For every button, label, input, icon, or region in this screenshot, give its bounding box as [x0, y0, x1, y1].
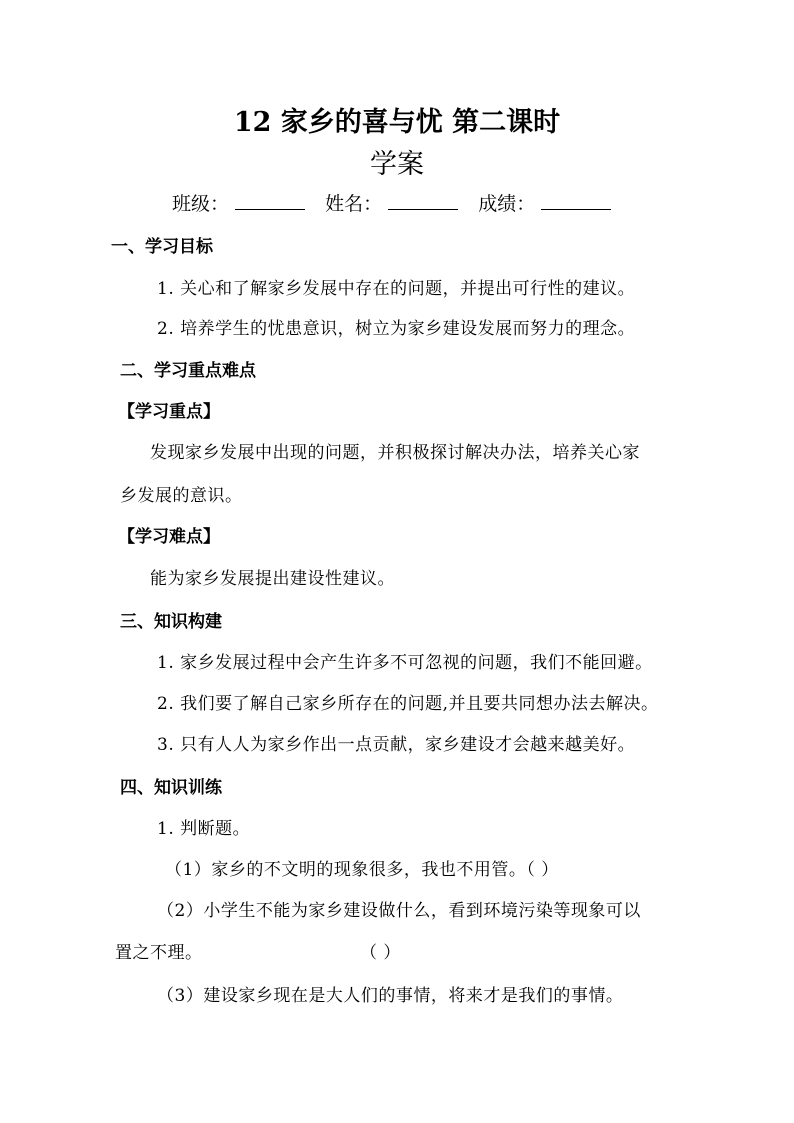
difficulty-text: 能为家乡发展提出建设性建议。 — [150, 569, 395, 589]
class-label: 班级： — [172, 193, 230, 215]
score-blank — [541, 193, 611, 210]
class-blank — [235, 193, 305, 210]
focus-text-line-2: 乡发展的意识。 — [120, 486, 243, 506]
name-blank — [388, 193, 458, 210]
name-label: 姓名： — [325, 193, 383, 215]
section-3-item-1: 1. 家乡发展过程中会产生许多不可忽视的问题，我们不能回避。 — [157, 653, 653, 673]
question-2-line-1: （2）小学生不能为家乡建设做什么，看到环境污染等现象可以 — [157, 901, 641, 921]
section-1-item-2: 2. 培养学生的忧患意识，树立为家乡建设发展而努力的理念。 — [157, 319, 636, 339]
section-4-item-1: 1. 判断题。 — [157, 819, 251, 839]
section-1-heading: 一、学习目标 — [111, 237, 213, 257]
document-subtitle: 学案 — [370, 149, 424, 180]
question-1: （1）家乡的不文明的现象很多，我也不用管。（ ） — [165, 860, 559, 880]
question-2-answer-bracket: （ ） — [360, 943, 401, 963]
document-title: 12 家乡的喜与忧 第二课时 — [233, 107, 561, 138]
score-label: 成绩： — [478, 193, 536, 215]
question-2-line-2: 置之不理。 — [115, 943, 203, 963]
question-3: （3）建设家乡现在是大人们的事情，将来才是我们的事情。 — [157, 986, 624, 1006]
section-4-heading: 四、知识训练 — [120, 778, 222, 798]
focus-text-line-1: 发现家乡发展中出现的问题，并积极探讨解决办法，培养关心家 — [150, 443, 640, 463]
section-1-item-1: 1. 关心和了解家乡发展中存在的问题，并提出可行性的建议。 — [157, 279, 636, 299]
section-3-heading: 三、知识构建 — [120, 612, 222, 632]
section-3-item-2: 2. 我们要了解自己家乡所存在的问题,并且要共同想办法去解决。 — [157, 694, 659, 714]
difficulty-label: 【学习难点】 — [118, 527, 220, 547]
section-2-heading: 二、学习重点难点 — [120, 361, 256, 381]
focus-label: 【学习重点】 — [118, 402, 220, 422]
student-info-line — [172, 189, 625, 216]
section-3-item-3: 3. 只有人人为家乡作出一点贡献，家乡建设才会越来越美好。 — [157, 735, 636, 755]
